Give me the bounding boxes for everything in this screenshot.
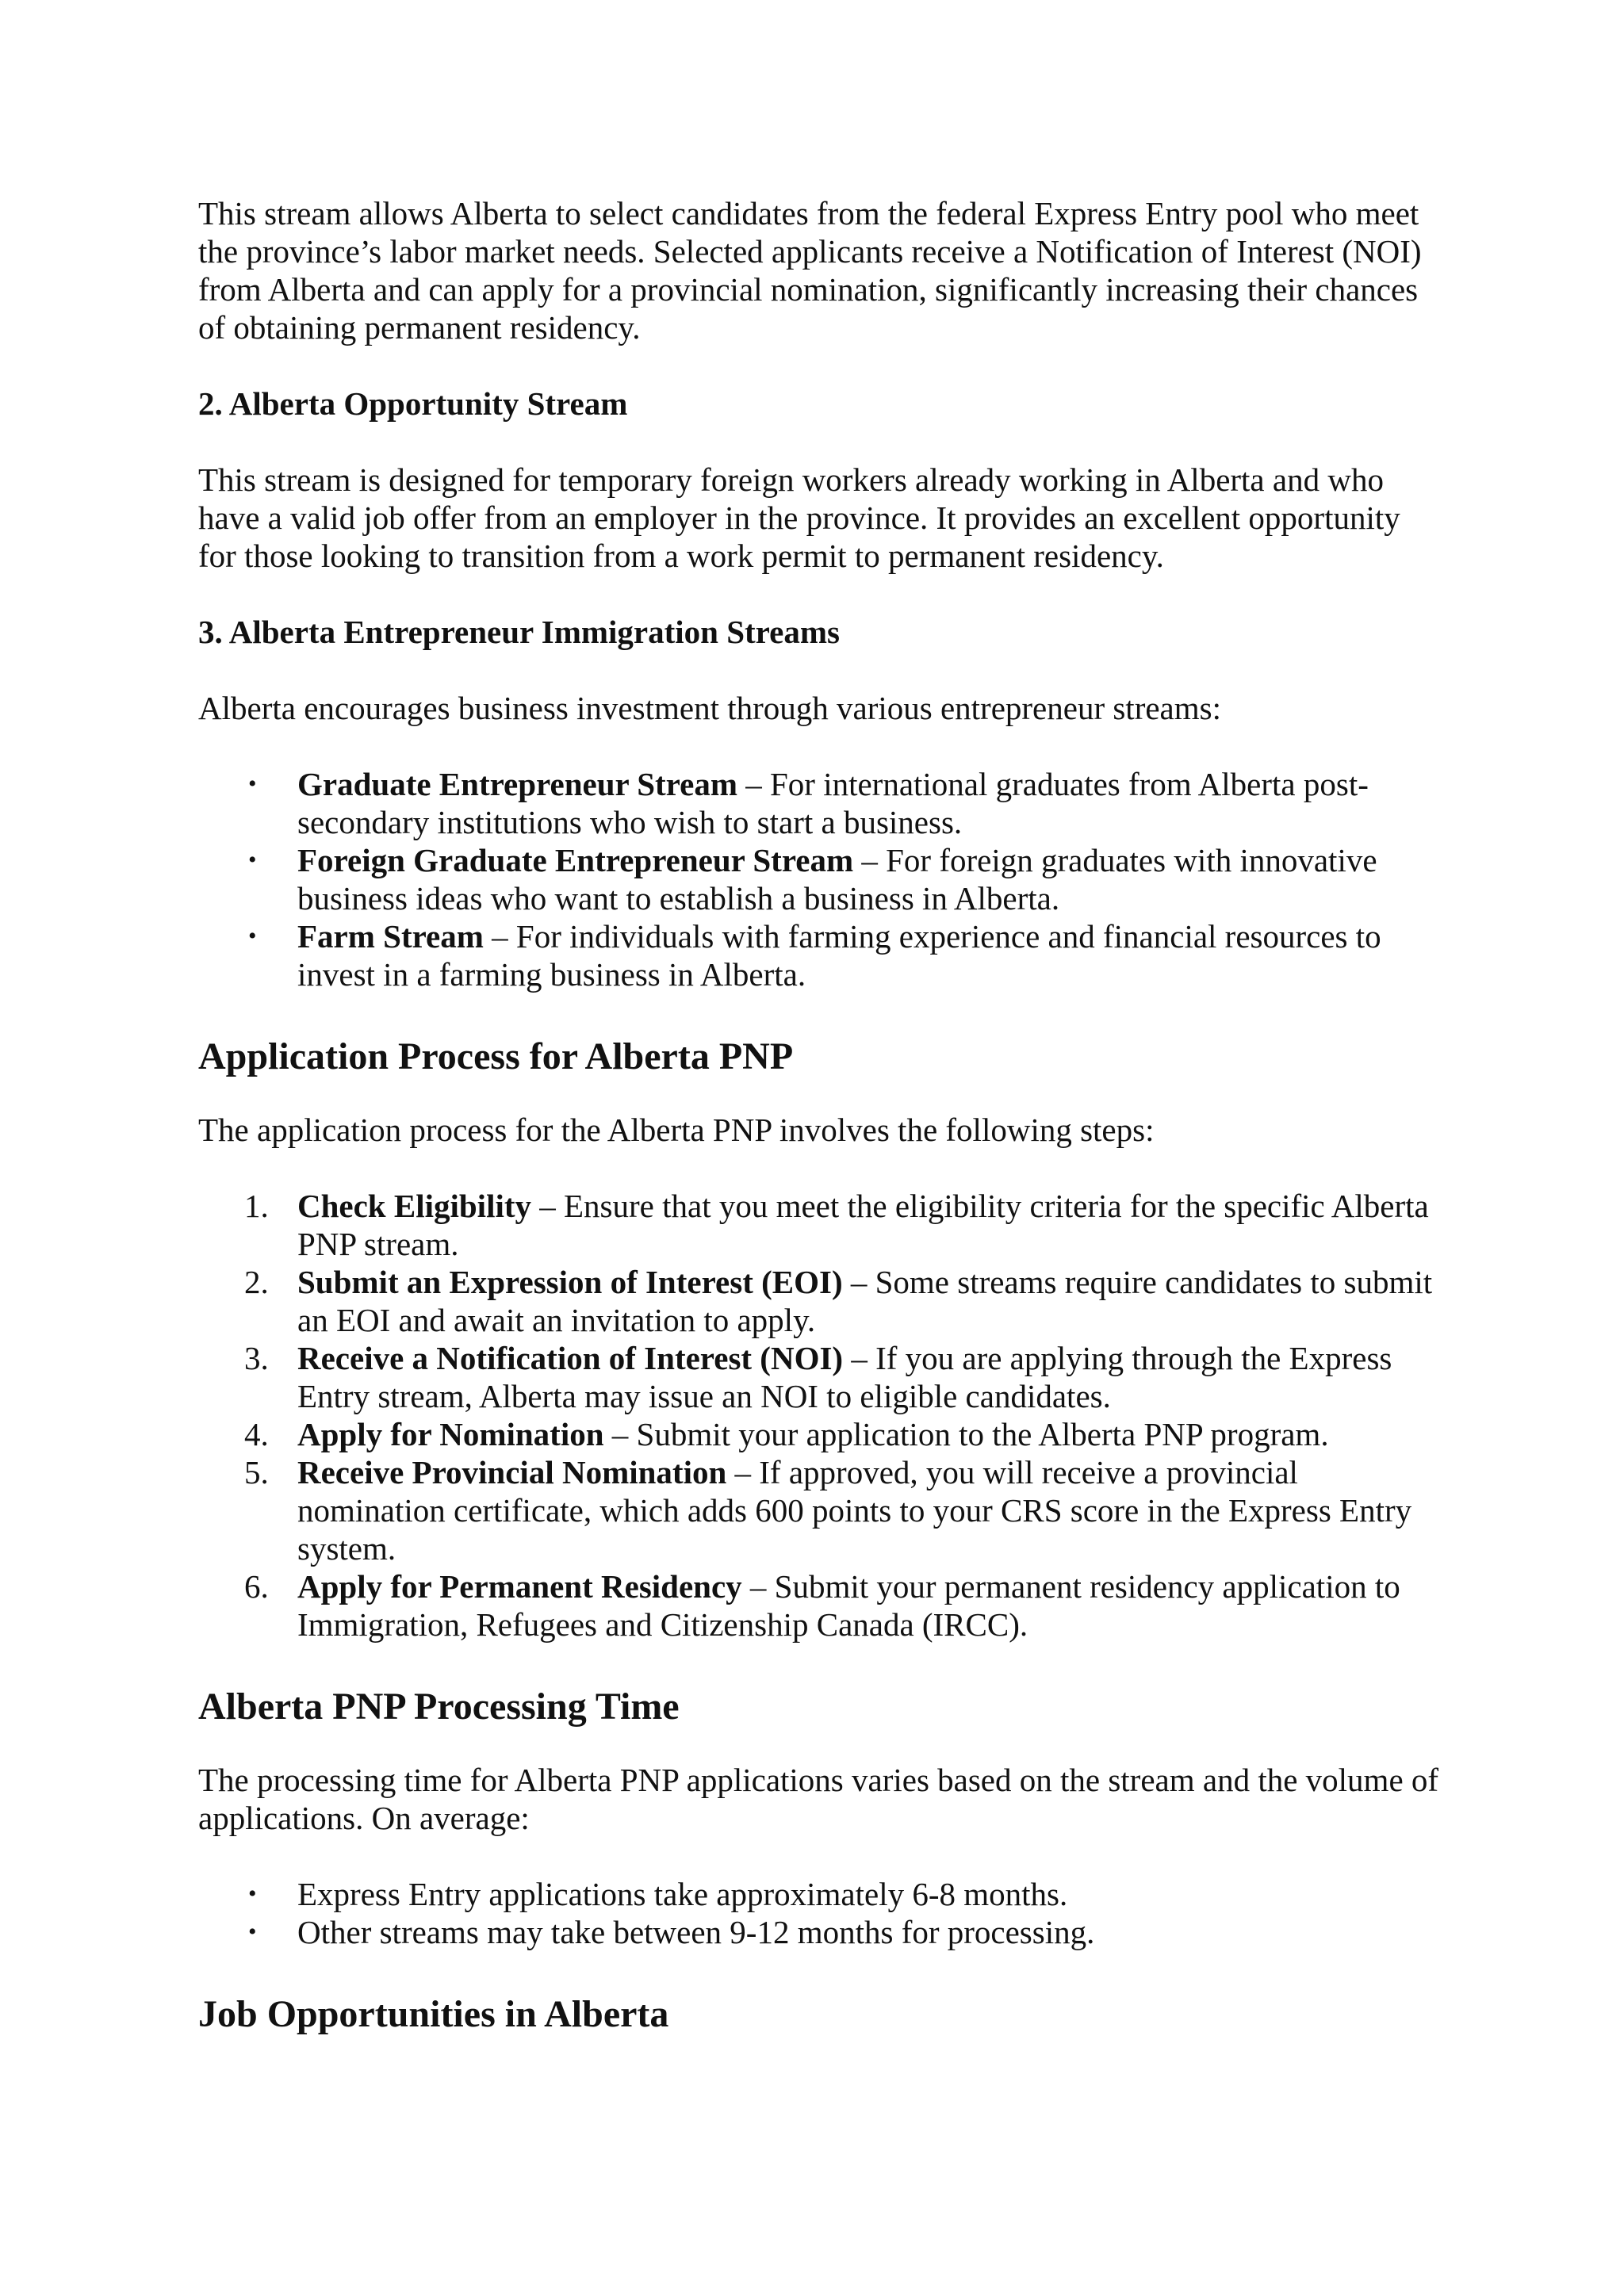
intro-paragraph: This stream allows Alberta to select candidates from the federal Express Entry pool who meet the province’s labor market needs. Selected applicants receive a Notification of Interest (NOI) from Alberta and can apply for a provincial nomination, significantly increasing their chances of obtaining permanent residency. — [198, 195, 1422, 346]
step-title: Receive Provincial Nomination — [297, 1454, 727, 1490]
step-title: Apply for Nomination — [297, 1416, 604, 1452]
bullet-icon: • — [248, 1919, 257, 1945]
step-title: Submit an Expression of Interest (EOI) — [297, 1264, 843, 1300]
step-text: – Submit your permanent residency application to Immigration, Refugees and Citizenship Canada (IRCC). — [297, 1568, 1400, 1643]
list-item — [198, 1187, 1443, 1263]
bullet-icon: • — [248, 847, 257, 873]
list-item — [198, 1415, 1443, 1453]
application-steps — [198, 1187, 1443, 1644]
step-text: – If approved, you will receive a provincial nomination certificate, which adds 600 points to your CRS score in the Express Entry system. — [297, 1454, 1412, 1567]
application-paragraph: The application process for the Alberta PNP involves the following steps: — [198, 1112, 1155, 1148]
bullet-icon: • — [248, 771, 257, 797]
step-title: Check Eligibility — [297, 1188, 532, 1224]
application-heading: Application Process for Alberta PNP — [198, 1035, 794, 1077]
item-title: Foreign Graduate Entrepreneur Stream — [297, 842, 854, 878]
item-text: Other streams may take between 9-12 months for processing. — [297, 1914, 1095, 1950]
item-text: Express Entry applications take approximately 6-8 months. — [297, 1876, 1068, 1912]
list-item — [198, 1263, 1443, 1339]
list-item — [198, 1567, 1443, 1644]
item-title: Farm Stream — [297, 918, 484, 955]
bullet-icon: • — [248, 1881, 257, 1907]
entrepreneur-paragraph: Alberta encourages business investment through various entrepreneur streams: — [198, 690, 1221, 726]
list-item — [198, 1913, 1443, 1951]
step-number: 3. — [244, 1340, 269, 1376]
entrepreneur-list — [198, 765, 1443, 993]
processing-paragraph: The processing time for Alberta PNP applications varies based on the stream and the volume of applications. On average: — [198, 1762, 1439, 1836]
entrepreneur-heading: 3. Alberta Entrepreneur Immigration Streams — [198, 614, 840, 650]
item-text: – For individuals with farming experience and financial resources to invest in a farming business in Alberta. — [297, 918, 1381, 993]
bullet-icon: • — [248, 923, 257, 949]
processing-list — [198, 1875, 1443, 1951]
item-text: – For foreign graduates with innovative business ideas who want to establish a business in Alberta. — [297, 842, 1377, 916]
item-text: – For international graduates from Alberta post-secondary institutions who wish to start a business. — [297, 766, 1369, 840]
list-item — [198, 1339, 1443, 1415]
item-title: Graduate Entrepreneur Stream — [297, 766, 737, 802]
step-number: 2. — [244, 1264, 269, 1300]
list-item — [198, 841, 1443, 917]
opportunity-heading: 2. Alberta Opportunity Stream — [198, 385, 628, 422]
step-number: 4. — [244, 1416, 269, 1452]
step-title: Receive a Notification of Interest (NOI) — [297, 1340, 844, 1376]
list-item — [198, 1453, 1443, 1567]
step-number: 5. — [244, 1454, 269, 1490]
step-text: – Some streams require candidates to submit an EOI and await an invitation to apply. — [297, 1264, 1433, 1338]
processing-heading: Alberta PNP Processing Time — [198, 1686, 680, 1728]
step-text: – Submit your application to the Alberta PNP program. — [603, 1416, 1329, 1452]
jobs-heading: Job Opportunities in Alberta — [198, 1993, 669, 2035]
document-page — [198, 194, 1443, 2068]
list-item — [198, 917, 1443, 993]
step-text: – If you are applying through the Express Entry stream, Alberta may issue an NOI to eligible candidates. — [297, 1340, 1392, 1414]
step-number: 1. — [244, 1188, 269, 1224]
step-text: – Ensure that you meet the eligibility criteria for the specific Alberta PNP stream. — [297, 1188, 1429, 1262]
step-number: 6. — [244, 1568, 269, 1605]
list-item — [198, 765, 1443, 841]
step-title: Apply for Permanent Residency — [297, 1568, 742, 1605]
opportunity-paragraph: This stream is designed for temporary foreign workers already working in Alberta and who have a valid job offer from an employer in the province. It provides an excellent opportunity for those looking to transition from a work permit to permanent residency. — [198, 461, 1400, 574]
list-item — [198, 1875, 1443, 1913]
